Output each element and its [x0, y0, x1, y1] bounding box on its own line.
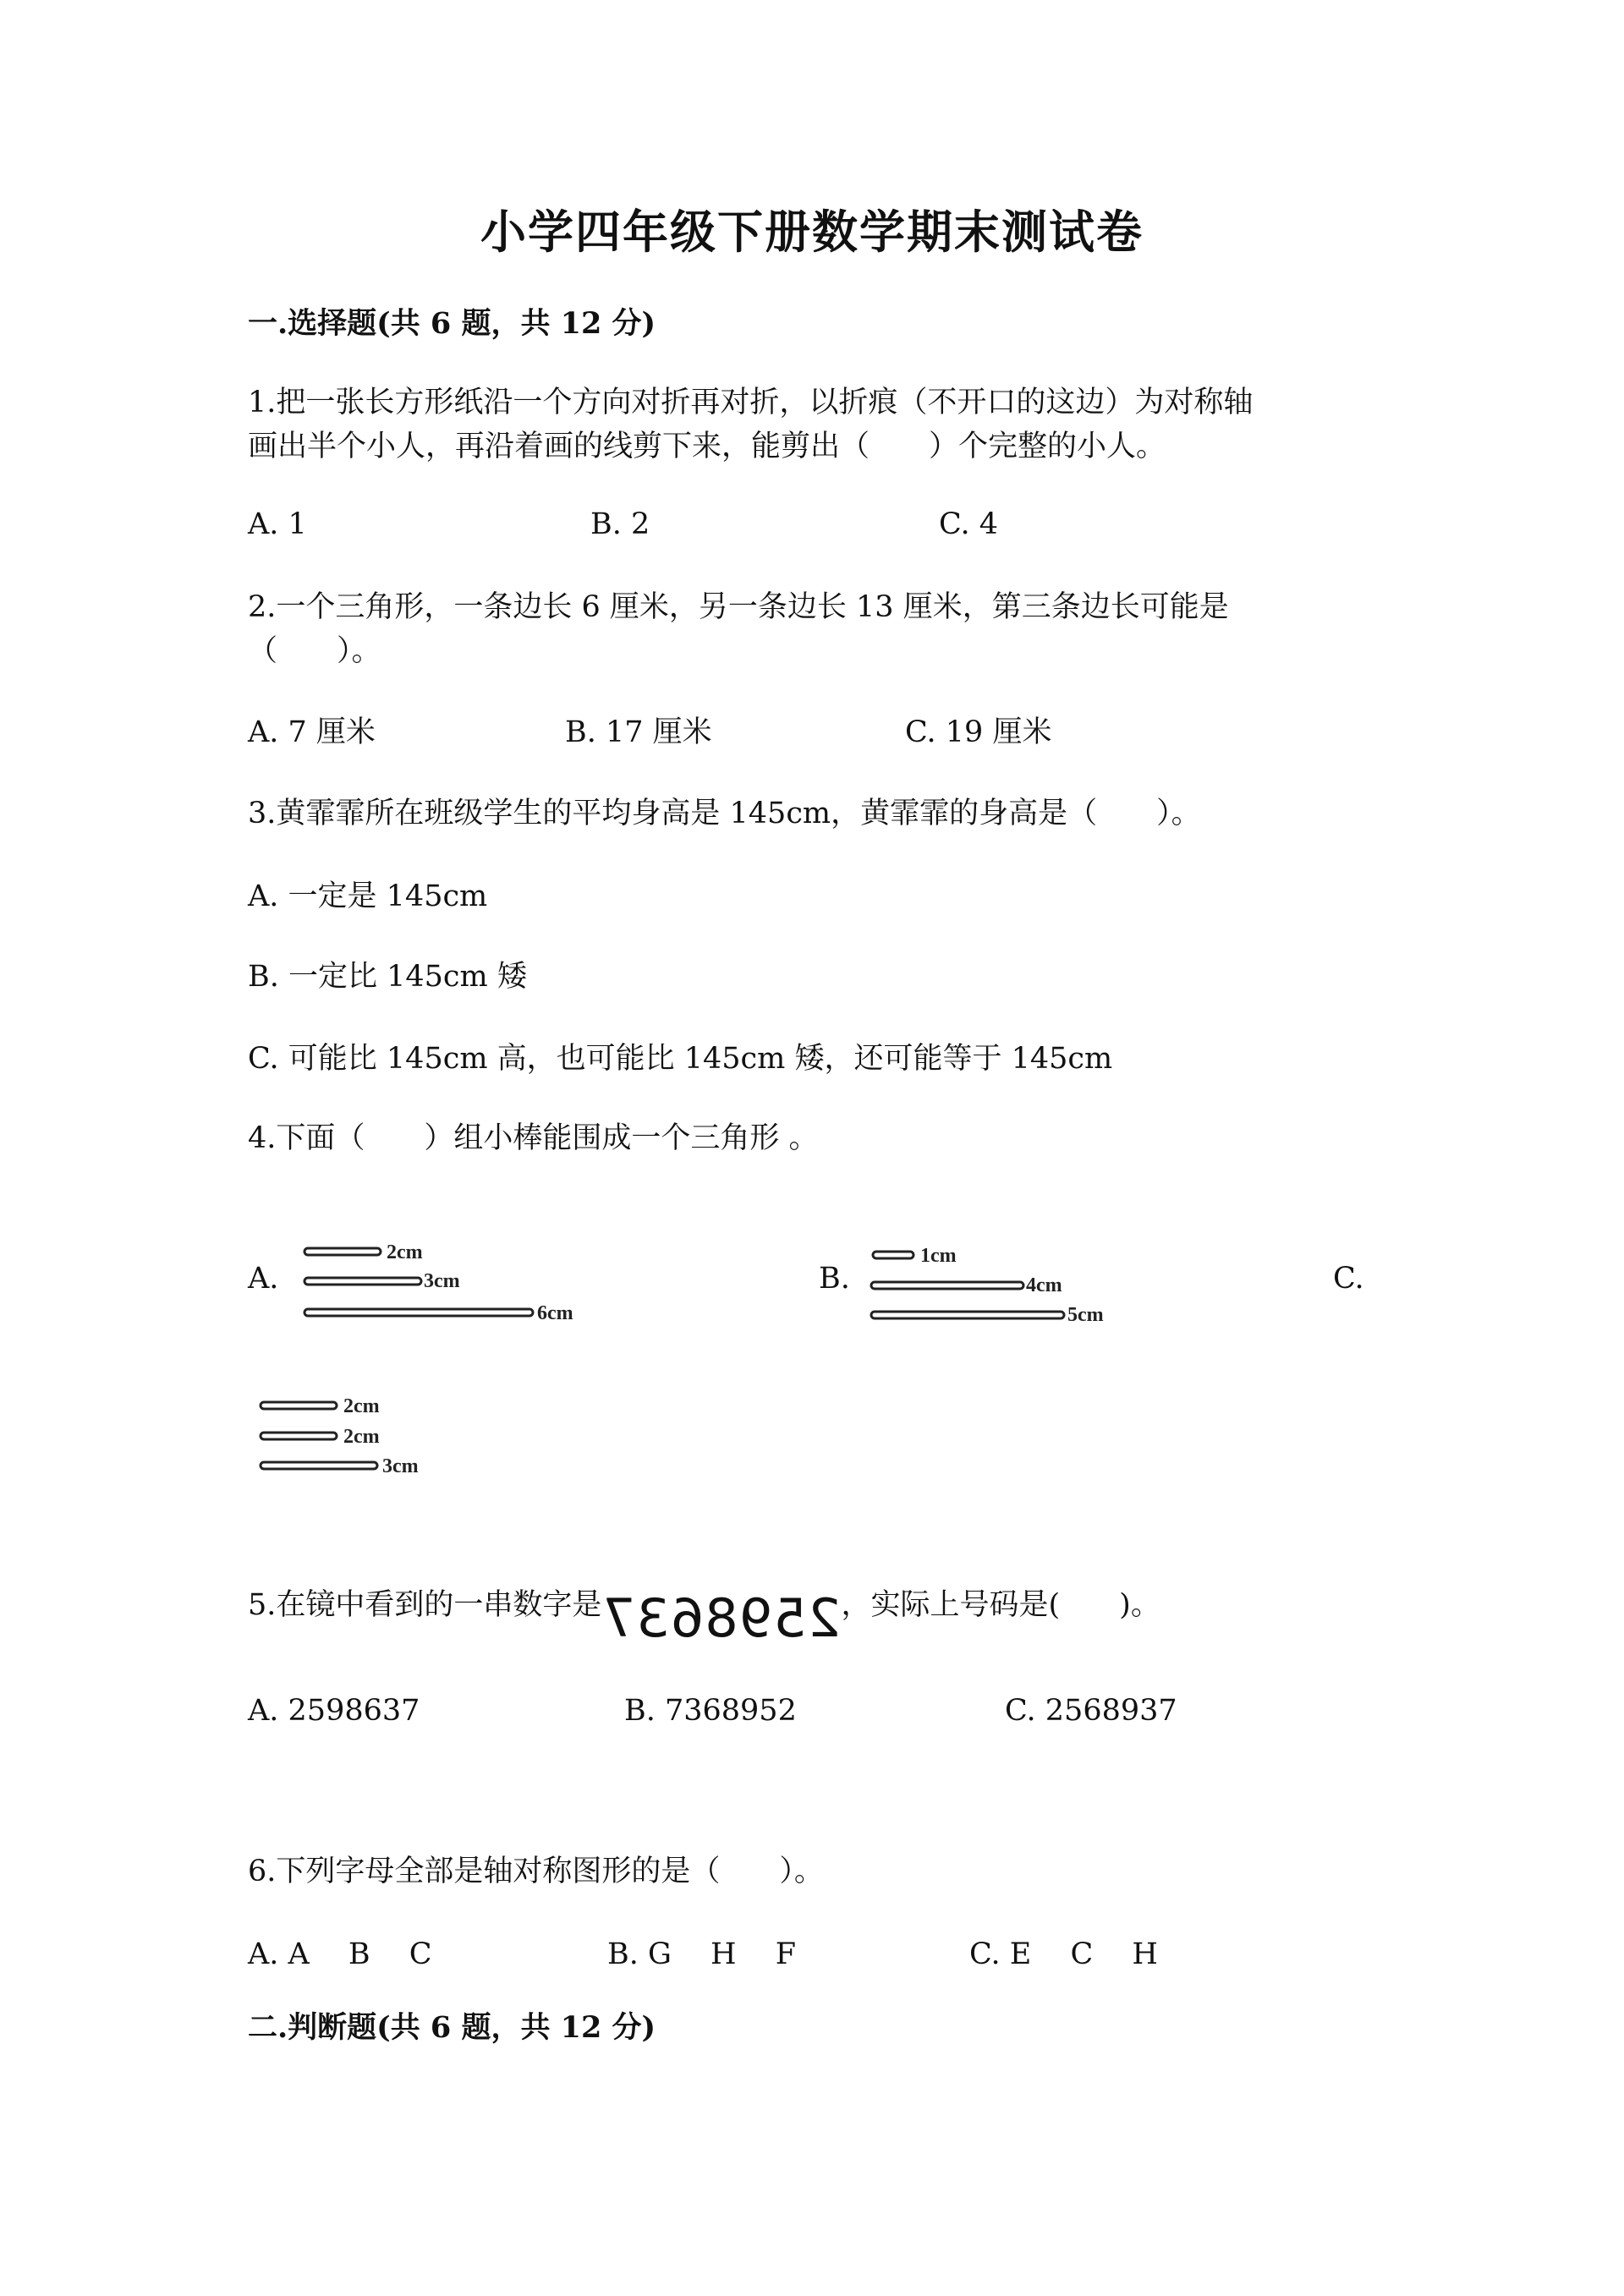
- stick-label: 6cm: [537, 1302, 573, 1324]
- q4-option-a-label: A.: [248, 1262, 279, 1296]
- q4-option-c-label: C.: [1333, 1262, 1364, 1296]
- q5-option-c: C. 2568937: [1005, 1694, 1177, 1728]
- question-5-prefix: 5.在镜中看到的一串数字是: [248, 1588, 602, 1622]
- q6-option-a: A. A B C: [248, 1937, 432, 1971]
- stick-label: 2cm: [387, 1241, 423, 1263]
- question-2-line-2: （ ）。: [248, 634, 381, 668]
- q3-option-a: A. 一定是 145cm: [248, 879, 488, 913]
- stick-label: 4cm: [1026, 1274, 1062, 1296]
- question-3-line-1: 3.黄霏霏所在班级学生的平均身高是 145cm，黄霏霏的身高是（ ）。: [248, 797, 1201, 830]
- q5-option-a: A. 2598637: [248, 1694, 420, 1728]
- q4-option-b-label: B.: [819, 1262, 850, 1296]
- section-heading-judgement: 二.判断题(共 6 题，共 12 分): [248, 2010, 656, 2045]
- stick-label: 3cm: [424, 1270, 460, 1292]
- q2-option-b: B. 17 厘米: [565, 715, 712, 749]
- question-4-line-1: 4.下面（ ）组小棒能围成一个三角形 。: [248, 1121, 819, 1155]
- stick-label: 5cm: [1067, 1304, 1104, 1326]
- section-heading-choice: 一.选择题(共 6 题，共 12 分): [248, 306, 656, 341]
- q4-sticks-group-b: [863, 1238, 1133, 1327]
- stick-label: 3cm: [382, 1455, 419, 1477]
- q3-option-c: C. 可能比 145cm 高，也可能比 145cm 矮，还可能等于 145cm: [248, 1042, 1113, 1076]
- question-1-line-2: 画出半个小人，再沿着画的线剪下来，能剪出（ ）个完整的小人。: [248, 430, 1166, 463]
- stick-label: 2cm: [343, 1395, 380, 1417]
- question-6-line-1: 6.下列字母全部是轴对称图形的是（ ）。: [248, 1855, 824, 1888]
- q2-option-c: C. 19 厘米: [905, 715, 1052, 749]
- q6-option-c: C. E C H: [969, 1937, 1158, 1971]
- q2-option-a: A. 7 厘米: [248, 715, 376, 749]
- q1-option-a: A. 1: [248, 507, 307, 541]
- mirrored-number: 2598637: [601, 1587, 842, 1649]
- q4-sticks-group-c: [254, 1387, 474, 1480]
- q6-option-b: B. G H F: [607, 1937, 796, 1971]
- q1-option-b: B. 2: [590, 507, 650, 541]
- question-2-line-1: 2.一个三角形，一条边长 6 厘米，另一条边长 13 厘米，第三条边长可能是: [248, 590, 1229, 624]
- q3-option-b: B. 一定比 145cm 矮: [248, 960, 527, 994]
- stick-label: 2cm: [343, 1426, 380, 1448]
- question-5-suffix: ，实际上号码是( )。: [841, 1588, 1160, 1622]
- question-5-line-1: [248, 1573, 1160, 1649]
- question-1-line-1: 1.把一张长方形纸沿一个方向对折再对折，以折痕（不开口的这边）为对称轴: [248, 386, 1254, 419]
- page-title: 小学四年级下册数学期末测试卷: [480, 205, 1144, 259]
- q5-option-b: B. 7368952: [624, 1694, 797, 1728]
- q4-sticks-group-a: [300, 1236, 605, 1325]
- stick-label: 1cm: [920, 1245, 957, 1267]
- q1-option-c: C. 4: [939, 507, 999, 541]
